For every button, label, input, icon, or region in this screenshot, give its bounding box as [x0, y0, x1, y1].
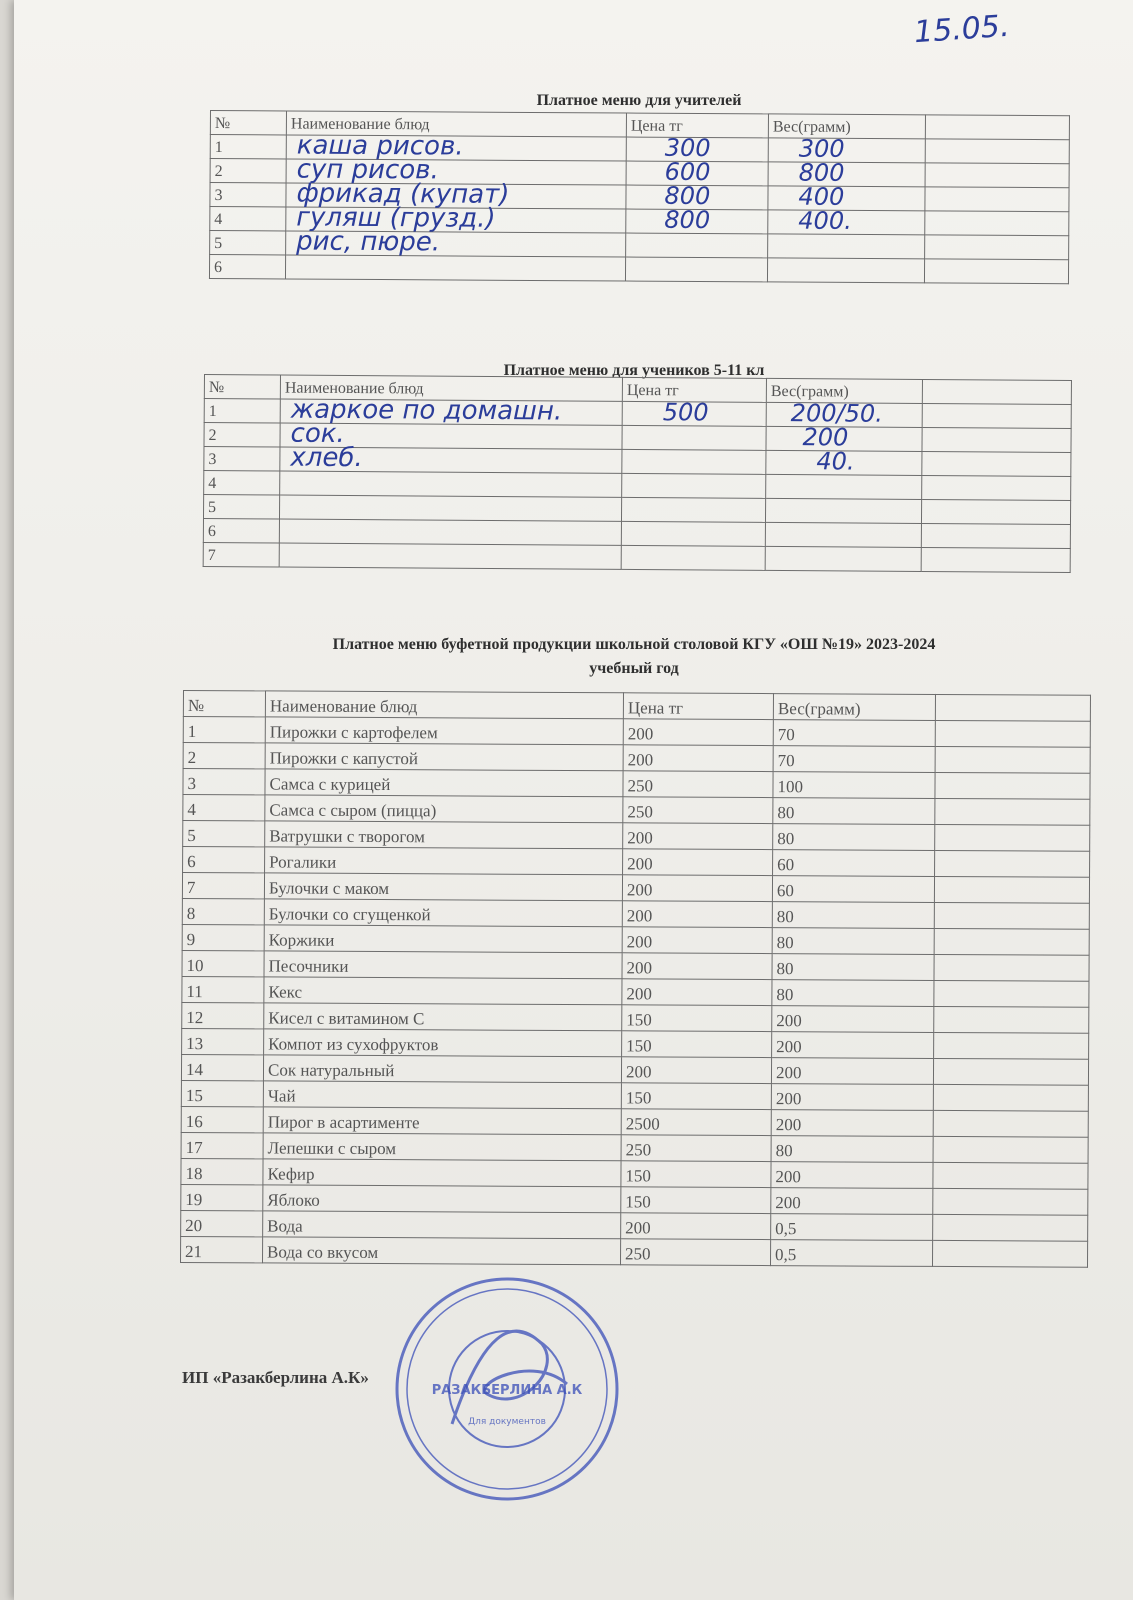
table-row	[181, 1236, 1088, 1267]
weight-cell: 200	[771, 1084, 933, 1111]
dish-name-cell: Ватрушки с творогом	[265, 821, 623, 849]
extra-cell	[934, 980, 1089, 1007]
weight-cell: 60	[773, 850, 935, 877]
students-menu-table	[203, 374, 1072, 573]
handwritten-weight: 400	[798, 182, 845, 211]
row-number: 6	[209, 255, 285, 279]
handwritten-dish: суп рисов.	[296, 154, 439, 186]
extra-cell	[925, 235, 1069, 260]
weight-cell: 80	[772, 954, 934, 981]
weight-cell: 100	[773, 772, 935, 799]
dish-name-cell	[285, 255, 625, 281]
buffet-menu-table	[180, 690, 1091, 1268]
extra-cell	[934, 1032, 1089, 1059]
table-row	[209, 255, 1068, 284]
dish-name-cell: Пирожки с капустой	[265, 743, 623, 771]
table-row	[183, 795, 1090, 826]
row-number: 5	[183, 821, 265, 847]
price-cell: 200	[622, 927, 772, 954]
extra-cell	[925, 187, 1069, 212]
handwritten-price: 800	[664, 205, 711, 235]
extra-cell	[932, 1240, 1087, 1267]
dish-name-cell: Пирожки с картофелем	[265, 717, 623, 745]
row-number: 8	[182, 898, 264, 924]
signature-line: ИП «Разакберлина А.К»	[182, 1368, 369, 1387]
extra-cell	[934, 1006, 1089, 1033]
header-extra	[935, 694, 1090, 721]
weight-cell: 200	[771, 1188, 933, 1215]
weight-cell: 80	[771, 1136, 933, 1163]
price-cell: 200	[623, 823, 773, 850]
extra-cell	[935, 720, 1090, 747]
handwritten-price: 600	[664, 157, 711, 187]
dish-name-cell: Кефир	[263, 1159, 621, 1187]
row-number: 21	[181, 1236, 263, 1262]
table-row	[210, 231, 1069, 260]
dish-name-cell: Компот из сухофруктов	[264, 1029, 622, 1057]
extra-cell	[925, 211, 1069, 236]
row-number: 9	[182, 924, 264, 950]
handwritten-price: 500	[662, 398, 709, 427]
extra-cell	[934, 902, 1089, 929]
handwritten-date: 15.05.	[912, 8, 1011, 51]
weight-cell: 60	[772, 876, 934, 903]
official-stamp	[392, 1274, 622, 1504]
handwritten-price: 300	[664, 133, 711, 163]
weight-cell	[768, 134, 925, 163]
row-number: 15	[181, 1080, 263, 1106]
price-cell: 150	[622, 1005, 772, 1032]
price-cell	[621, 521, 765, 546]
table-row	[183, 769, 1090, 800]
header-weight: Вес(грамм)	[766, 378, 922, 403]
extra-cell	[921, 524, 1070, 549]
header-number: №	[204, 375, 280, 400]
header-price: Цена тг	[623, 693, 773, 720]
price-cell: 200	[623, 745, 773, 772]
table-row	[182, 924, 1089, 955]
row-number: 7	[203, 542, 279, 567]
dish-name-cell	[279, 519, 621, 545]
extra-cell	[922, 404, 1071, 429]
extra-cell	[933, 1058, 1088, 1085]
row-number: 11	[182, 976, 264, 1002]
extra-cell	[933, 1214, 1088, 1241]
row-number: 1	[210, 135, 286, 159]
dish-name-cell: Сок натуральный	[263, 1055, 621, 1083]
row-number: 18	[181, 1158, 263, 1184]
row-number: 3	[210, 183, 286, 207]
handwritten-dish: жаркое по домашн.	[290, 394, 563, 427]
buffet-menu-title	[184, 633, 1084, 681]
weight-cell	[766, 474, 922, 499]
price-cell: 250	[621, 1135, 771, 1162]
price-cell	[621, 545, 765, 570]
extra-cell	[925, 163, 1069, 188]
price-cell: 200	[623, 849, 773, 876]
table-row	[183, 743, 1090, 774]
extra-cell	[934, 928, 1089, 955]
price-cell: 150	[621, 1187, 771, 1214]
price-cell: 150	[621, 1083, 771, 1110]
row-number: 4	[183, 795, 265, 821]
header-extra	[922, 380, 1071, 405]
handwritten-dish: каша рисов.	[296, 130, 464, 162]
handwritten-dish: сок.	[290, 418, 345, 449]
weight-cell	[765, 546, 921, 571]
dish-name-cell: Пирог в асартименте	[263, 1107, 621, 1135]
handwritten-weight: 40.	[816, 447, 855, 476]
table-row	[182, 1028, 1089, 1059]
extra-cell	[921, 548, 1070, 573]
dish-name-cell	[286, 226, 626, 258]
dish-name-cell: Яблоко	[263, 1185, 621, 1213]
weight-cell	[768, 234, 925, 259]
teachers-menu-title: Платное меню для учителей	[536, 92, 742, 109]
row-number: 7	[182, 873, 264, 899]
extra-cell	[933, 1162, 1088, 1189]
dish-name-cell: Песочники	[264, 951, 622, 979]
extra-cell	[935, 798, 1090, 825]
dish-name-cell: Вода	[263, 1211, 621, 1239]
table-row	[204, 447, 1071, 477]
handwritten-dish: фрикад (купат)	[296, 178, 510, 210]
row-number: 12	[182, 1002, 264, 1028]
row-number: 1	[183, 717, 265, 743]
weight-cell: 200	[771, 1162, 933, 1189]
stamp-inner-text: Для документов	[468, 1417, 546, 1427]
price-cell: 200	[621, 1213, 771, 1240]
row-number: 5	[210, 231, 286, 255]
header-name: Наименование блюд	[280, 375, 622, 401]
weight-cell: 80	[773, 798, 935, 825]
weight-cell: 70	[773, 746, 935, 773]
handwritten-dish: рис, пюре.	[296, 226, 441, 258]
handwritten-weight: 300	[798, 134, 845, 163]
row-number: 17	[181, 1132, 263, 1158]
price-cell: 200	[622, 979, 772, 1006]
header-name: Наименование блюд	[286, 111, 626, 137]
extra-cell	[935, 746, 1090, 773]
weight-cell: 0,5	[770, 1240, 932, 1267]
table-row	[181, 1184, 1088, 1215]
students-menu-title: Платное меню для учеников 5-11 кл	[503, 362, 765, 379]
weight-cell	[765, 522, 921, 547]
table-row	[182, 873, 1089, 904]
row-number: 3	[204, 447, 280, 472]
price-cell	[621, 497, 765, 522]
dish-name-cell	[279, 495, 621, 521]
header-price: Цена тг	[622, 377, 766, 402]
extra-cell	[933, 1110, 1088, 1137]
handwritten-weight: 200	[802, 423, 849, 452]
row-number: 4	[204, 471, 280, 496]
price-cell: 250	[623, 797, 773, 824]
price-cell: 2500	[621, 1109, 771, 1136]
price-cell	[622, 398, 766, 427]
row-number: 2	[183, 743, 265, 769]
price-cell	[622, 449, 766, 474]
price-cell	[625, 257, 767, 282]
price-cell: 200	[621, 1057, 771, 1084]
row-number: 6	[183, 847, 265, 873]
header-number: №	[183, 691, 265, 717]
handwritten-dish: хлеб.	[290, 442, 363, 474]
dish-name-cell: Булочки с маком	[264, 873, 622, 901]
dish-name-cell: Коржики	[264, 925, 622, 953]
dish-name-cell	[279, 543, 621, 569]
table-row	[183, 717, 1090, 748]
table-row	[183, 847, 1090, 878]
price-cell: 150	[622, 1031, 772, 1058]
extra-cell	[934, 876, 1089, 903]
price-cell: 250	[620, 1239, 770, 1266]
price-cell	[626, 205, 768, 235]
weight-cell: 80	[773, 824, 935, 851]
extra-cell	[933, 1084, 1088, 1111]
weight-cell: 80	[772, 980, 934, 1007]
weight-cell: 70	[773, 720, 935, 747]
extra-cell	[935, 772, 1090, 799]
table-row	[181, 1132, 1088, 1163]
buffet-menu-title-line2: учебный год	[589, 660, 679, 677]
price-cell	[622, 473, 766, 498]
extra-cell	[925, 139, 1069, 164]
stamp-center-text: РАЗАКБЕРЛИНА А.К	[431, 1383, 583, 1398]
price-cell: 200	[622, 953, 772, 980]
dish-name-cell	[280, 471, 622, 497]
dish-name-cell: Кисел с витамином С	[264, 1003, 622, 1031]
table-row	[182, 898, 1089, 929]
dish-name-cell: Рогалики	[265, 847, 623, 875]
price-cell	[622, 425, 766, 450]
price-cell: 200	[623, 719, 773, 746]
price-cell: 200	[622, 901, 772, 928]
extra-cell	[922, 452, 1071, 477]
handwritten-price: 800	[664, 181, 711, 211]
handwritten-dish: гуляш (грузд.)	[296, 202, 496, 234]
dish-name-cell	[280, 442, 622, 474]
weight-cell: 200	[771, 1058, 933, 1085]
weight-cell: 0,5	[771, 1214, 933, 1241]
dish-name-cell: Чай	[263, 1081, 621, 1109]
header-weight: Вес(грамм)	[773, 694, 935, 721]
weight-cell: 80	[772, 902, 934, 929]
row-number: 5	[203, 495, 279, 520]
dish-name-cell: Булочки со сгущенкой	[264, 899, 622, 927]
header-name: Наименование блюд	[265, 691, 623, 719]
extra-cell	[933, 1188, 1088, 1215]
extra-cell	[935, 824, 1090, 851]
header-number: №	[210, 111, 286, 135]
row-number: 2	[204, 423, 280, 448]
weight-cell	[768, 206, 925, 235]
weight-cell: 200	[772, 1006, 934, 1033]
row-number: 1	[204, 399, 280, 424]
extra-cell	[921, 500, 1070, 525]
weight-cell: 200	[771, 1110, 933, 1137]
row-number: 13	[182, 1028, 264, 1054]
price-cell: 150	[621, 1161, 771, 1188]
row-number: 4	[210, 207, 286, 231]
handwritten-weight: 400.	[798, 206, 852, 235]
buffet-menu-title-line1: Платное меню буфетной продукции школьной столовой КГУ «ОШ №19» 2023-2024	[332, 636, 936, 653]
extra-cell	[935, 850, 1090, 877]
table-header-row	[183, 691, 1090, 722]
extra-cell	[934, 954, 1089, 981]
row-number: 20	[181, 1210, 263, 1236]
extra-cell	[922, 476, 1071, 501]
document-page	[14, 0, 1133, 1600]
row-number: 6	[203, 518, 279, 543]
weight-cell	[765, 498, 921, 523]
table-row	[182, 950, 1089, 981]
row-number: 16	[181, 1106, 263, 1132]
weight-cell	[767, 258, 924, 283]
dish-name-cell: Самса с сыром (пицца)	[265, 795, 623, 823]
table-row	[182, 1002, 1089, 1033]
header-weight: Вес(грамм)	[768, 114, 925, 139]
handwritten-weight: 200/50.	[790, 399, 883, 428]
row-number: 14	[181, 1054, 263, 1080]
extra-cell	[922, 428, 1071, 453]
extra-cell	[924, 259, 1068, 284]
row-number: 3	[183, 769, 265, 795]
price-cell: 200	[622, 875, 772, 902]
table-row	[203, 542, 1070, 572]
handwritten-weight: 800	[798, 158, 845, 187]
extra-cell	[933, 1136, 1088, 1163]
weight-cell: 200	[772, 1032, 934, 1059]
dish-name-cell: Кекс	[264, 977, 622, 1005]
teachers-menu-table	[209, 110, 1070, 284]
row-number: 10	[182, 950, 264, 976]
header-price: Цена тг	[626, 113, 768, 138]
weight-cell: 80	[772, 928, 934, 955]
dish-name-cell: Самса с курицей	[265, 769, 623, 797]
dish-name-cell: Лепешки с сыром	[263, 1133, 621, 1161]
price-cell	[626, 233, 768, 258]
dish-name-cell: Вода со вкусом	[263, 1237, 621, 1265]
table-row	[183, 821, 1090, 852]
weight-cell	[768, 158, 925, 187]
row-number: 19	[181, 1184, 263, 1210]
header-extra	[925, 115, 1069, 140]
price-cell: 250	[623, 771, 773, 798]
weight-cell	[766, 447, 922, 476]
row-number: 2	[210, 159, 286, 183]
table-row	[181, 1106, 1088, 1137]
table-row	[181, 1054, 1088, 1085]
